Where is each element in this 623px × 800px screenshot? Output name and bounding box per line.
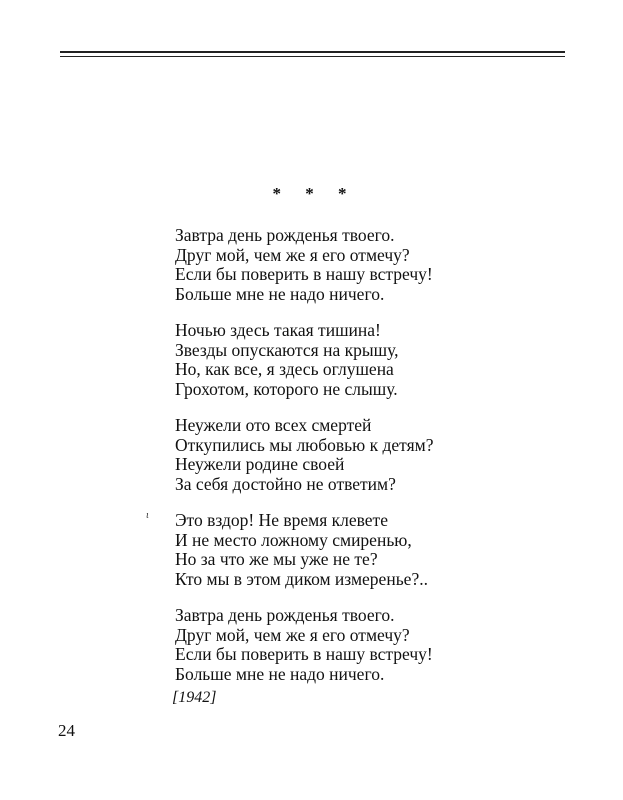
poem-line: Кто мы в этом диком измеренье?.. xyxy=(175,568,428,589)
poem-line: Друг мой, чем же я его отмечу? xyxy=(175,624,410,645)
section-ornament: * * * xyxy=(272,184,357,203)
poem-line: Больше мне не надо ничего. xyxy=(175,283,385,304)
poem-date: [1942] xyxy=(172,689,217,706)
poem-line: Откупились мы любовью к детям? xyxy=(175,434,434,455)
stanza-1 xyxy=(175,226,505,304)
poem-line: Но за что же мы уже не те? xyxy=(175,549,378,569)
stanza-4 xyxy=(175,511,505,589)
poem-line: Ночью здесь такая тишина! xyxy=(175,320,381,340)
poem-line: Неужели родине своей xyxy=(175,454,345,474)
header-rule-thin xyxy=(60,56,565,57)
stanza-2 xyxy=(175,321,505,399)
poem-line: Грохотом, которого не слышу. xyxy=(175,378,398,399)
page-number: 24 xyxy=(58,721,75,740)
header-rule-thick xyxy=(60,51,565,53)
poem-line: Если бы поверить в нашу встречу! xyxy=(175,264,433,284)
margin-mark: ι xyxy=(146,510,149,521)
poem-line: За себя достойно не ответим? xyxy=(175,473,396,494)
poem-line: Это вздор! Не время клевете xyxy=(175,510,388,530)
stanza-3 xyxy=(175,416,505,494)
poem-line: Неужели ото всех смертей xyxy=(175,415,372,435)
poem-line: Звезды опускаются на крышу, xyxy=(175,339,399,360)
stanza-5 xyxy=(175,606,505,684)
poem xyxy=(175,226,505,701)
poem-line: И не место ложному смиренью, xyxy=(175,529,412,550)
poem-line: Друг мой, чем же я его отмечу? xyxy=(175,244,410,265)
poem-line: Но, как все, я здесь оглушена xyxy=(175,359,394,379)
poem-line: Завтра день рожденья твоего. xyxy=(175,605,395,625)
poem-line: Если бы поверить в нашу встречу! xyxy=(175,644,433,664)
poem-line: Больше мне не надо ничего. xyxy=(175,663,385,684)
poem-line: Завтра день рожденья твоего. xyxy=(175,225,395,245)
